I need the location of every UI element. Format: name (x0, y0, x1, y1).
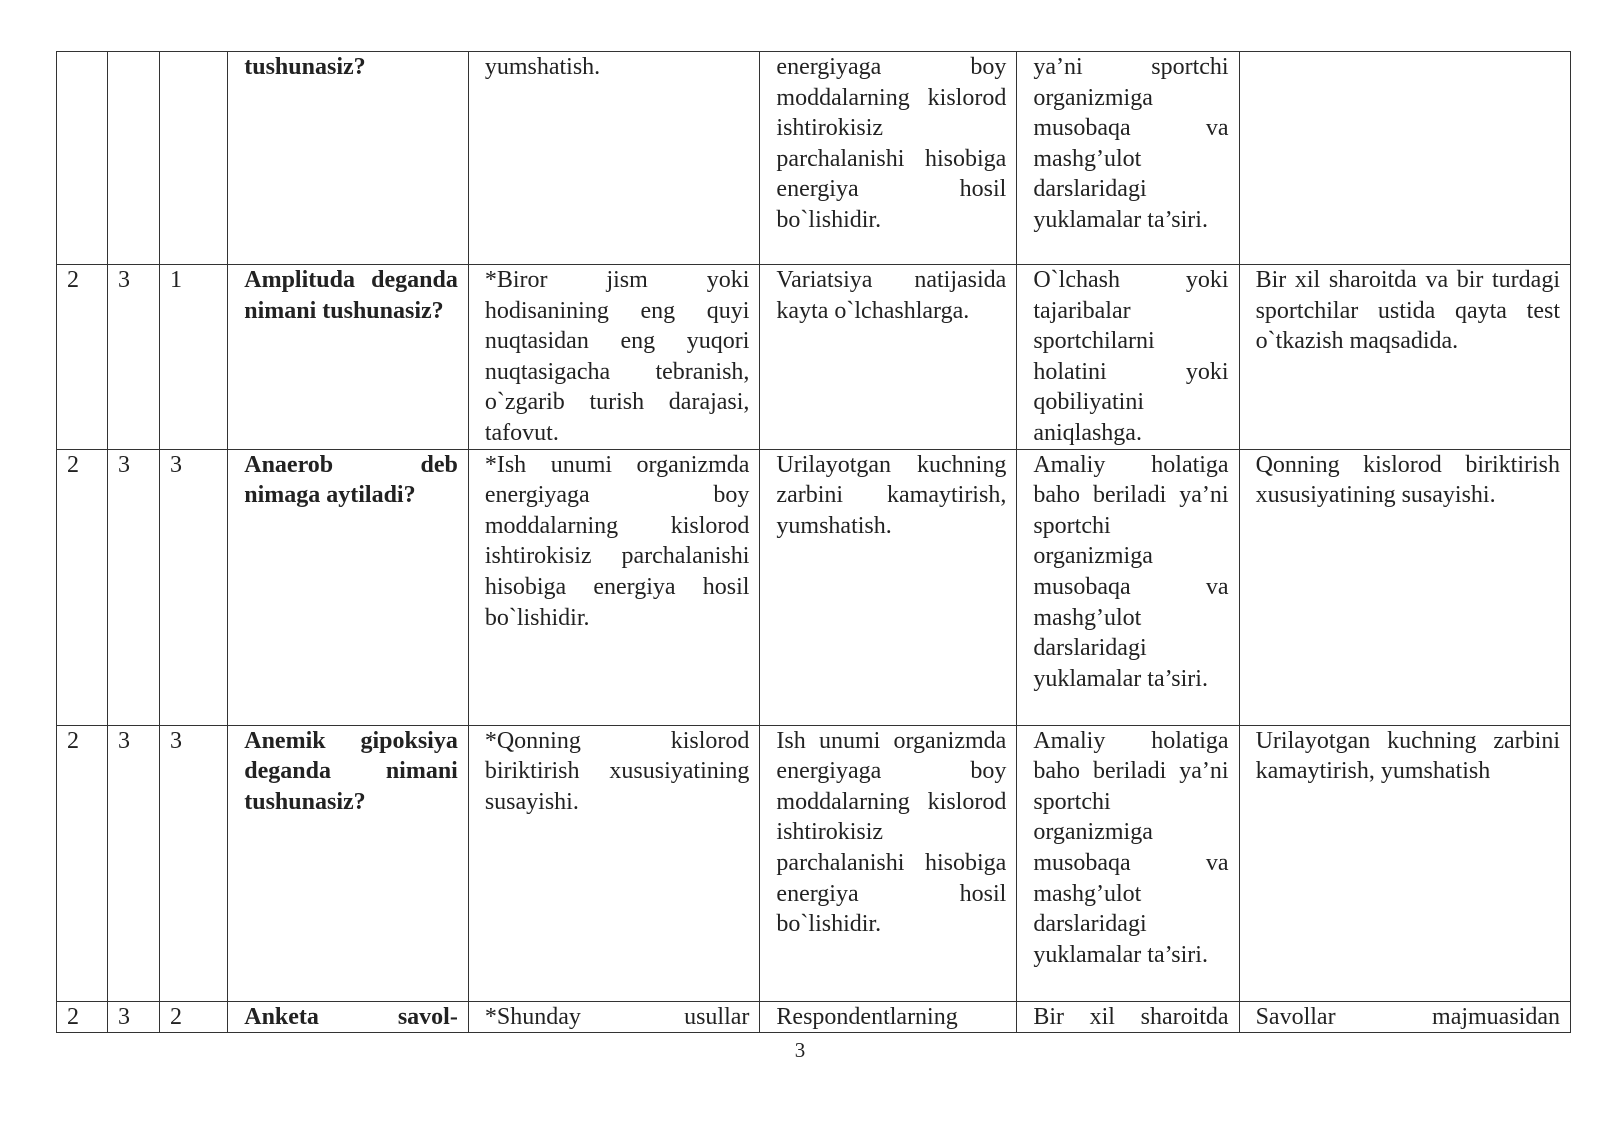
question-cell: Anketa savol- (228, 1001, 469, 1033)
answer-b-cell: Ish unumi organizmda energiyaga boy moddalarning kislorod ishtirokisiz parchalanishi hisobiga energiya hosil bo`lishidir. (760, 725, 1017, 1001)
cell-col2: 3 (107, 1001, 159, 1033)
answer-a-cell: yumshatish. (468, 52, 760, 265)
table-row (57, 725, 1571, 1001)
answer-b-cell: energiyaga boy moddalarning kislorod ishtirokisiz parchalanishi hisobiga energiya hosil bo`lishidir. (760, 52, 1017, 265)
question-cell: tushunasiz? (228, 52, 469, 265)
cell-col1: 2 (57, 265, 108, 450)
cell-col3 (159, 52, 227, 265)
cell-col3: 1 (159, 265, 227, 450)
answer-d-cell: Qonning kislorod biriktirish xususiyatining susayishi. (1239, 449, 1570, 725)
cell-col3: 2 (159, 1001, 227, 1033)
answer-c-cell: ya’ni sportchi organizmiga musobaqa va mashg’ulot darslaridagi yuklamalar ta’siri. (1017, 52, 1239, 265)
question-cell: Amplituda deganda nimani tushunasiz? (228, 265, 469, 450)
answer-a-cell: *Qonning kislorod biriktirish xususiyatining susayishi. (468, 725, 760, 1001)
cell-col1: 2 (57, 1001, 108, 1033)
cell-col3: 3 (159, 725, 227, 1001)
question-cell: Anemik gipoksiya deganda nimani tushunasiz? (228, 725, 469, 1001)
page-number: 3 (794, 1038, 806, 1062)
answer-b-cell: Urilayotgan kuchning zarbini kamaytirish, yumshatish. (760, 449, 1017, 725)
answer-a-cell: *Ish unumi organizmda energiyaga boy moddalarning kislorod ishtirokisiz parchalanishi hisobiga energiya hosil bo`lishidir. (468, 449, 760, 725)
answer-c-cell: Amaliy holatiga baho beriladi ya’ni sportchi organizmiga musobaqa va mashg’ulot darslaridagi yuklamalar ta’siri. (1017, 725, 1239, 1001)
table-row (57, 449, 1571, 725)
answer-c-cell: Bir xil sharoitda (1017, 1001, 1239, 1033)
answer-c-cell: Amaliy holatiga baho beriladi ya’ni sportchi organizmiga musobaqa va mashg’ulot darslaridagi yuklamalar ta’siri. (1017, 449, 1239, 725)
cell-col1 (57, 52, 108, 265)
answer-c-cell: O`lchash yoki tajaribalar sportchilarni holatini yoki qobiliyatini aniqlashga. (1017, 265, 1239, 450)
cell-col2: 3 (107, 449, 159, 725)
cell-col1: 2 (57, 725, 108, 1001)
cell-col2 (107, 52, 159, 265)
answer-d-cell: Bir xil sharoitda va bir turdagi sportchilar ustida qayta test o`tkazish maqsadida. (1239, 265, 1570, 450)
table-row (57, 52, 1571, 265)
answer-d-cell (1239, 52, 1570, 265)
answer-b-cell: Variatsiya natijasida kayta o`lchashlarga. (760, 265, 1017, 450)
table-row (57, 1001, 1571, 1033)
answer-d-cell: Savollar majmuasidan (1239, 1001, 1570, 1033)
cell-col2: 3 (107, 725, 159, 1001)
answer-a-cell: *Shunday usullar (468, 1001, 760, 1033)
cell-col2: 3 (107, 265, 159, 450)
questions-table (56, 51, 1571, 1033)
table-row (57, 265, 1571, 450)
question-cell: Anaerob deb nimaga aytiladi? (228, 449, 469, 725)
answer-a-cell: *Biror jism yoki hodisanining eng quyi nuqtasidan eng yuqori nuqtasigacha tebranish, o`zgarib turish darajasi, tafovut. (468, 265, 760, 450)
answer-d-cell: Urilayotgan kuchning zarbini kamaytirish, yumshatish (1239, 725, 1570, 1001)
answer-b-cell: Respondentlarning (760, 1001, 1017, 1033)
cell-col1: 2 (57, 449, 108, 725)
cell-col3: 3 (159, 449, 227, 725)
